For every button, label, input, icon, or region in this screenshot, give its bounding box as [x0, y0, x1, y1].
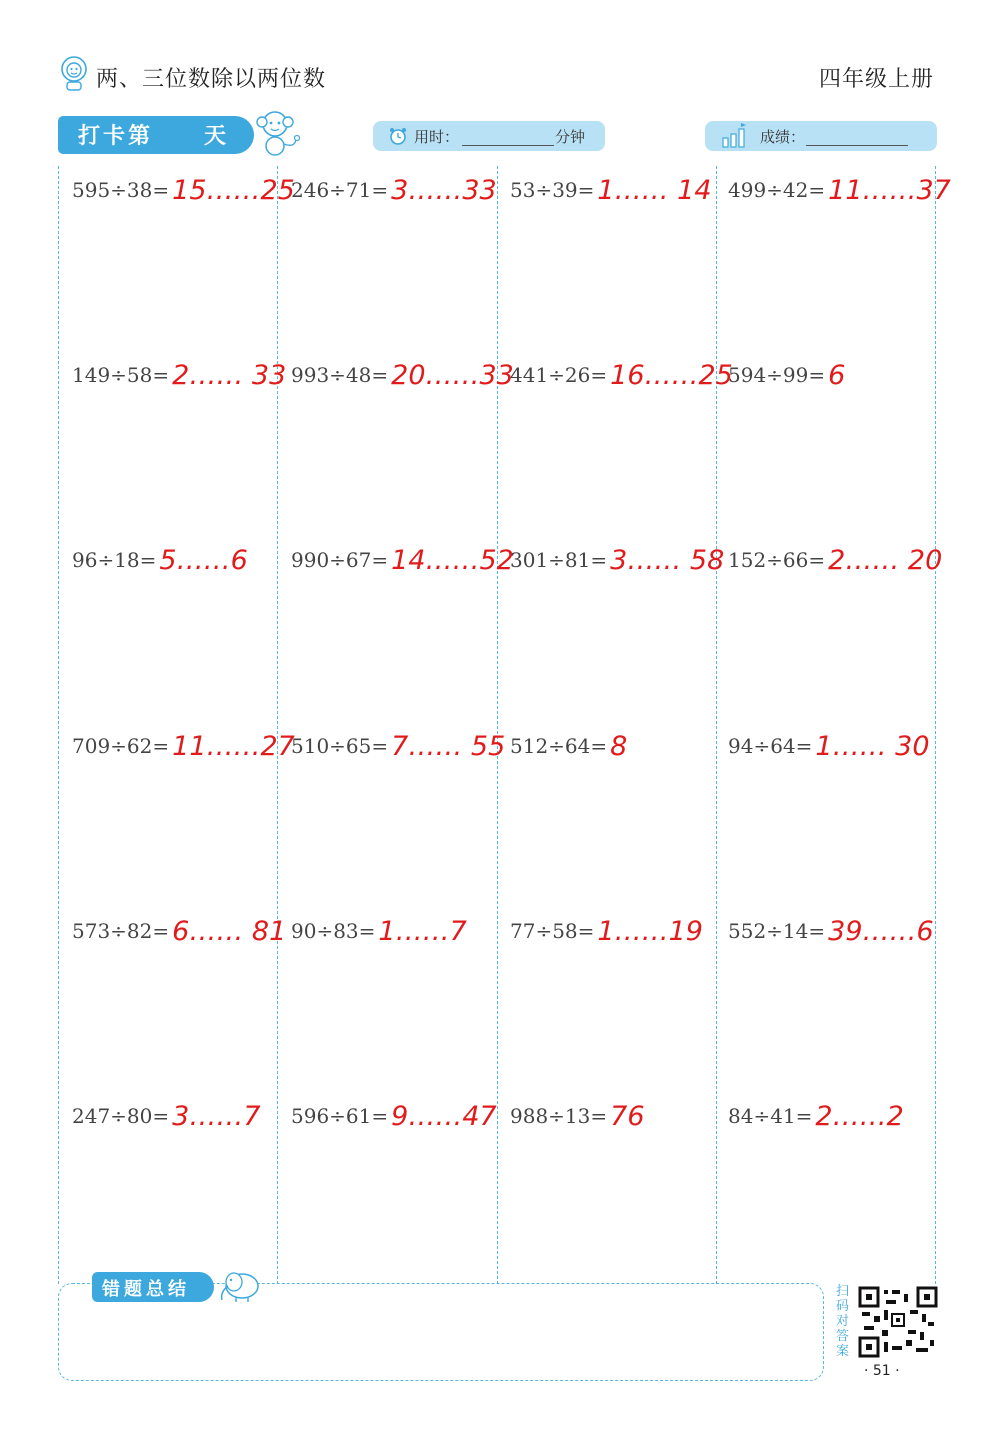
- problem-question: 499÷42=: [728, 178, 826, 202]
- score-label: 成绩：: [760, 128, 806, 146]
- problem-question: 512÷64=: [510, 734, 608, 758]
- problem-question: 152÷66=: [728, 548, 826, 572]
- time-unit-label: 分钟: [555, 128, 586, 146]
- alarm-clock-icon: [388, 126, 408, 146]
- problem-question: 84÷41=: [728, 1104, 813, 1128]
- page-title: 两、三位数除以两位数: [96, 67, 327, 92]
- trophy-bars-icon: [720, 122, 748, 148]
- problem-question: 90÷83=: [291, 919, 376, 943]
- problem-question: 990÷67=: [291, 548, 389, 572]
- handwritten-answer: 2…… 20: [828, 544, 943, 576]
- checkin-day-label: 天: [204, 124, 227, 149]
- problem-item: [510, 540, 724, 580]
- handwritten-answer: 2……2: [815, 1100, 904, 1132]
- problem-item: [728, 170, 951, 210]
- time-label: 用时：: [414, 128, 460, 146]
- problem-question: 96÷18=: [72, 548, 157, 572]
- handwritten-answer: 3……33: [391, 174, 497, 206]
- problem-item: [510, 726, 627, 766]
- handwritten-answer: 6…… 81: [172, 915, 287, 947]
- problem-item: [291, 1096, 497, 1136]
- problem-item: [72, 540, 248, 580]
- problem-question: 149÷58=: [72, 363, 170, 387]
- problem-item: [728, 1096, 904, 1136]
- handwritten-answer: 3……7: [172, 1100, 261, 1132]
- problem-question: 301÷81=: [510, 548, 608, 572]
- problem-question: 993÷48=: [291, 363, 389, 387]
- problem-question: 53÷39=: [510, 178, 595, 202]
- handwritten-answer: 3…… 58: [610, 544, 725, 576]
- problem-item: [291, 540, 514, 580]
- problem-item: [728, 911, 934, 951]
- problem-question: 709÷62=: [72, 734, 170, 758]
- score-blank[interactable]: [806, 145, 908, 146]
- problem-question: 552÷14=: [728, 919, 826, 943]
- column-divider: [716, 166, 717, 1284]
- handwritten-answer: 6: [828, 359, 846, 391]
- problem-question: 596÷61=: [291, 1104, 389, 1128]
- problem-item: [291, 911, 467, 951]
- problem-question: 988÷13=: [510, 1104, 608, 1128]
- problem-item: [72, 355, 286, 395]
- qr-code-icon[interactable]: [858, 1286, 938, 1358]
- qr-caption: 扫码对答案: [836, 1284, 850, 1359]
- handwritten-answer: 16……25: [610, 359, 733, 391]
- problem-question: 441÷26=: [510, 363, 608, 387]
- handwritten-answer: 5……6: [159, 544, 248, 576]
- problem-item: [291, 726, 505, 766]
- handwritten-answer: 1…… 14: [597, 174, 712, 206]
- handwritten-answer: 1…… 30: [815, 730, 930, 762]
- handwritten-answer: 8: [610, 730, 628, 762]
- time-blank[interactable]: [462, 145, 554, 146]
- handwritten-answer: 39……6: [828, 915, 934, 947]
- problem-question: 594÷99=: [728, 363, 826, 387]
- column-divider: [277, 166, 278, 1284]
- problem-item: [510, 911, 703, 951]
- handwritten-answer: 2…… 33: [172, 359, 287, 391]
- problem-item: [72, 1096, 261, 1136]
- handwritten-answer: 1……19: [597, 915, 703, 947]
- handwritten-answer: 9……47: [391, 1100, 497, 1132]
- problem-item: [291, 355, 514, 395]
- elephant-mascot-icon: [212, 1264, 268, 1304]
- problem-item: [72, 911, 286, 951]
- mistake-summary-label: 错题总结: [102, 1279, 190, 1300]
- problem-item: [510, 170, 712, 210]
- handwritten-answer: 1……7: [378, 915, 467, 947]
- problem-item: [72, 170, 295, 210]
- problem-question: 595÷38=: [72, 178, 170, 202]
- handwritten-answer: 76: [610, 1100, 645, 1132]
- problem-question: 94÷64=: [728, 734, 813, 758]
- column-divider: [497, 166, 498, 1284]
- problem-question: 573÷82=: [72, 919, 170, 943]
- problem-item: [728, 355, 845, 395]
- handwritten-answer: 11……27: [172, 730, 295, 762]
- problem-item: [510, 355, 733, 395]
- problem-question: 77÷58=: [510, 919, 595, 943]
- lion-mascot-icon: [58, 55, 90, 91]
- handwritten-answer: 11……37: [828, 174, 951, 206]
- problem-item: [72, 726, 295, 766]
- problem-item: [291, 170, 497, 210]
- grade-label: 四年级上册: [818, 67, 934, 92]
- problem-item: [728, 726, 930, 766]
- problem-question: 510÷65=: [291, 734, 389, 758]
- problem-question: 247÷80=: [72, 1104, 170, 1128]
- problem-question: 246÷71=: [291, 178, 389, 202]
- handwritten-answer: 20……33: [391, 359, 514, 391]
- problem-item: [728, 540, 942, 580]
- page-number: · 51 ·: [864, 1363, 900, 1379]
- problem-item: [510, 1096, 645, 1136]
- monkey-mascot-icon: [248, 104, 302, 158]
- handwritten-answer: 15……25: [172, 174, 295, 206]
- handwritten-answer: 14……52: [391, 544, 514, 576]
- handwritten-answer: 7…… 55: [391, 730, 506, 762]
- checkin-label: 打卡第: [78, 124, 154, 149]
